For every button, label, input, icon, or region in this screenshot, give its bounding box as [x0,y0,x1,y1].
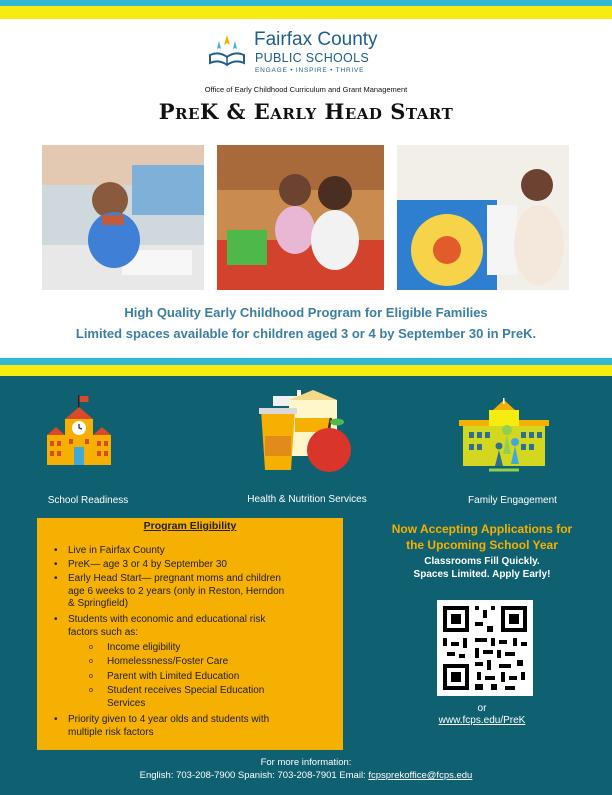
eligibility-heading: Program Eligibility [143,520,237,532]
eligibility-item: • Students with economic and educational risk factors such as: [54,614,266,638]
photo-weather-board [397,145,569,290]
risk-factor-item: o Parent with Limited Education [89,671,240,682]
apply-headline-line2: the Upcoming School Year [406,538,558,552]
logo-name-line2: PUBLIC SCHOOLS [255,51,369,65]
feature-label-family-engagement: Family Engagement [468,495,557,506]
open-book-icon [204,27,250,73]
footer-contact [0,770,612,781]
feature-label-school-readiness: School Readiness [47,495,129,506]
eligibility-box [37,518,343,750]
feature-label-health-nutrition: Health & Nutrition Services [247,494,367,505]
apply-sub-line2: Spaces Limited. Apply Early! [413,569,551,580]
page-title: PreK & Early Head Start [158,99,454,124]
apply-url-text[interactable]: www.fcps.edu/PreK [438,715,526,726]
mid-stripe-blue [0,358,612,365]
school-building-icon [47,395,111,465]
tagline-line1: High Quality Early Childhood Program for Eligible Families [124,305,488,320]
eligibility-item: • Early Head Start— pregnant moms and children age 6 weeks to 2 years (only in Reston, Herndon & Springfield) [54,573,285,609]
food-milk-apple-icon [259,390,355,476]
photo-two-children [217,145,384,290]
mid-stripe-yellow [0,365,612,376]
footer-contact-text: English: 703-208-7900 Spanish: 703-208-7901 Email: [139,770,369,781]
photo-child-playing [42,145,204,290]
office-name: Office of Early Childhood Curriculum and Grant Management [204,85,408,94]
apply-url-link[interactable] [362,714,602,727]
risk-factor-item: o Student receives Special Education Services [89,685,265,709]
apply-headline-line1: Now Accepting Applications for [391,522,573,536]
footer-email-link[interactable]: fcpsprekoffice@fcps.edu [368,770,473,781]
fcps-logo [204,27,414,75]
family-school-icon [459,398,549,476]
tagline-line2: Limited spaces available for children aged 3 or 4 by September 30 in PreK. [75,326,537,341]
eligibility-item: • PreK— age 3 or 4 by September 30 [54,559,227,570]
logo-motto: ENGAGE • INSPIRE • THRIVE [255,67,365,74]
top-stripe-yellow [0,6,612,19]
footer-info-heading: For more information: [260,757,352,768]
risk-factor-item: o Income eligibility [89,642,181,653]
risk-factor-item: o Homelessness/Foster Care [89,656,229,667]
logo-name-line1: Fairfax County [254,29,378,50]
eligibility-item: • Priority given to 4 year olds and students with multiple risk factors [54,714,270,738]
or-text: or [477,703,487,714]
apply-sub-line1: Classrooms Fill Quickly. [424,556,540,567]
eligibility-item: • Live in Fairfax County [54,545,165,556]
qr-code[interactable] [437,600,533,696]
